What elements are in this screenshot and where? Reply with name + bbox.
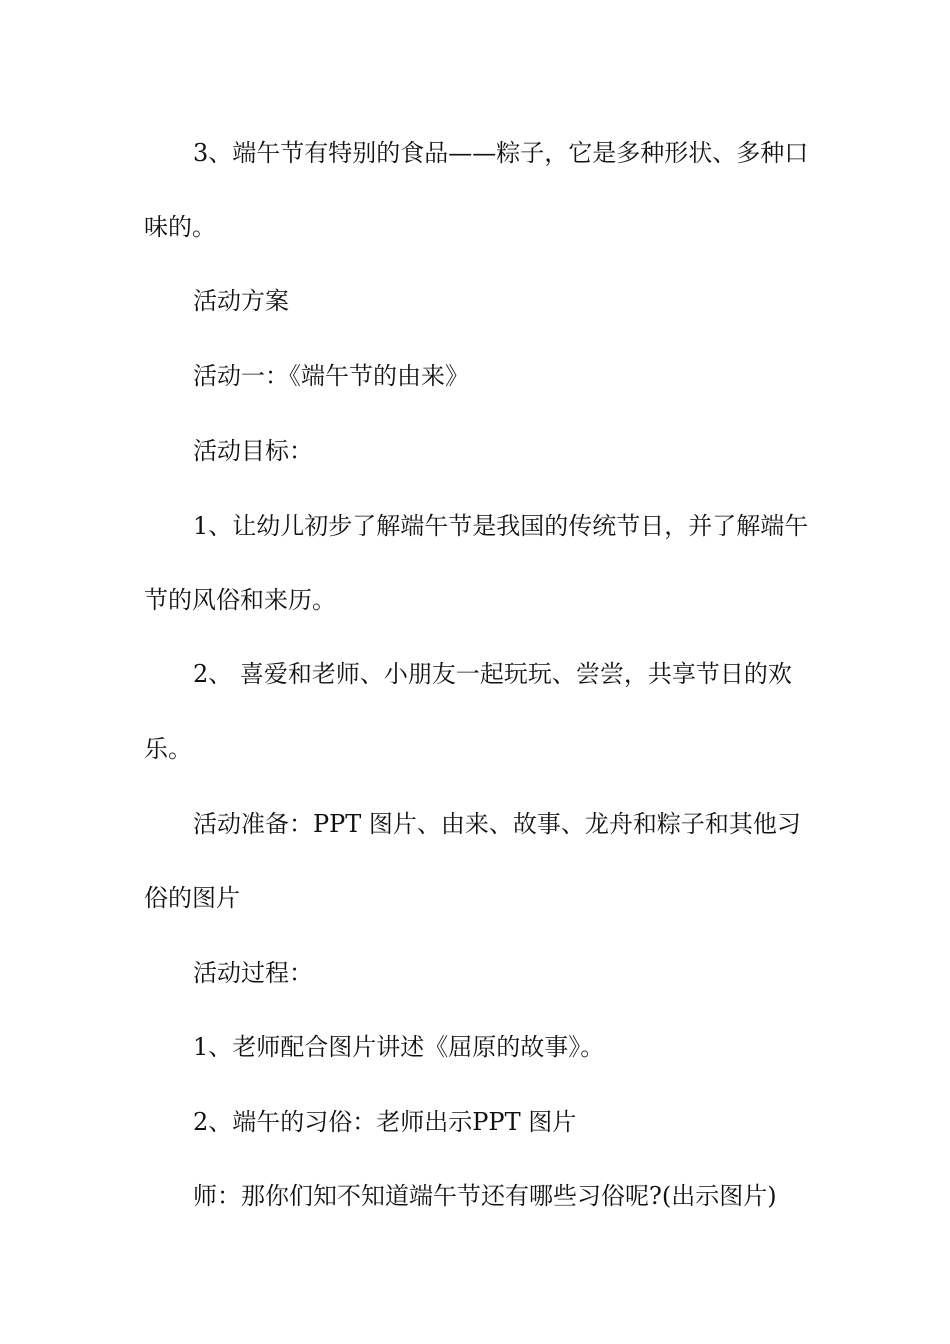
heading-activity-plan: 活动方案 bbox=[193, 287, 289, 315]
teacher-question: 师：那你们知不知道端午节还有哪些习俗呢?(出示图片) bbox=[193, 1182, 777, 1210]
paragraph-food-line-1: 3、端午节有特别的食品——粽子，它是多种形状、多种口 bbox=[193, 139, 809, 167]
goal-1-line-1: 1、让幼儿初步了解端午节是我国的传统节日，并了解端午 bbox=[193, 512, 809, 540]
heading-activity-process: 活动过程： bbox=[193, 959, 313, 987]
goal-2-line-2: 乐。 bbox=[144, 735, 192, 763]
process-step-1: 1、老师配合图片讲述《屈原的故事》。 bbox=[193, 1033, 605, 1061]
paragraph-food-line-2: 味的。 bbox=[144, 213, 216, 241]
goal-1-line-2: 节的风俗和来历。 bbox=[144, 586, 336, 614]
heading-activity-goals: 活动目标： bbox=[193, 437, 313, 465]
preparation-line-1: 活动准备：PPT 图片、由来、故事、龙舟和粽子和其他习 bbox=[193, 810, 801, 838]
goal-2-line-1: 2、 喜爱和老师、小朋友一起玩玩、尝尝，共享节日的欢 bbox=[193, 660, 792, 688]
heading-activity-one: 活动一：《端午节的由来》 bbox=[193, 362, 469, 390]
preparation-line-2: 俗的图片 bbox=[144, 884, 240, 912]
process-step-2: 2、端午的习俗：老师出示PPT 图片 bbox=[193, 1108, 577, 1136]
